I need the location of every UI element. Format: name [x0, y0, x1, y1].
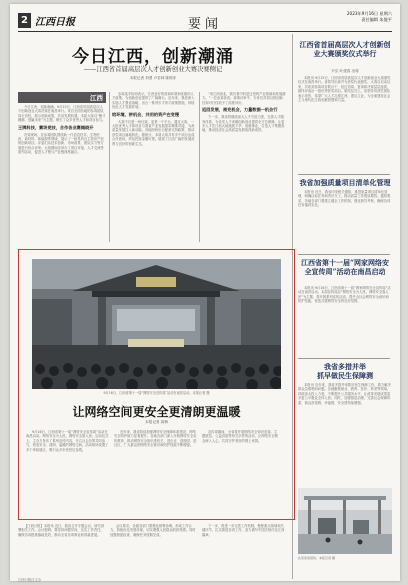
feature-byline: 本报记者 周梅 [145, 420, 168, 424]
right-headline-4b: 抓早做民生保障测 [317, 371, 373, 380]
lead-subhead-2: 给环境、拼机会，共用的资产在变慢 [112, 111, 180, 117]
lead-byline: 本报记者 刘勇 卢若林 陈格非 [129, 76, 177, 80]
lead-subhead-1: 王牌科技，赛场竞技，合作各业赛揭晓开 [18, 124, 94, 130]
lead-subhead-3: 返回发展，商充机会，力量数据一机会行 [202, 107, 278, 113]
feature-column-1: 9月16日，江西省第十一届“网络安全宣传周”活动在南昌启动。网络安全为人民，网络安全靠人民。启动仪式上，主办方发布了系列宣传内容，号召社会各界共同参与，营造安全、清朗、温暖的网络空间。活动现场设置了多个体验展区，吸引众多市民驻足参观。 [26, 430, 109, 452]
lower-column-3: 下一步，将进一步完善工作机制，聚焦重点领域和关键环节，扎实推进各项工作，奋力谱写中国式现代化江西篇章。 [202, 524, 285, 537]
lead-headline: 今日江西，创新潮涌 [72, 47, 234, 67]
page-number: 2 [18, 13, 31, 28]
right-article-3-text: 本报讯 9月16日，江西省第十一届“网家网络安全宣传周”活动在南昌启动。本届宣传周以“网络安全为人民，网络安全靠人民”为主题，将开展系列宣传活动，提升全社会网络安全意识和防护技能，营造共建网络安全的良好氛围。 [298, 286, 391, 304]
right-headline-3: 江西省第十一届“网家网络安全宣传周”活动在南昌启动 [300, 258, 390, 276]
right-headline-1-sub: 尹弘 叶建春 出席 [331, 69, 359, 73]
intro-band [18, 92, 106, 103]
right-article-4-text: 本报讯 近年来，我省多措并举抓好民生保障工作，着力解决群众急难愁盼问题。各地聚焦就业、教育、医疗、养老等领域，持续加大投入力度，不断提升公共服务水平，让改革发展成果更多更公平惠及全体人民。同时，加强基层治理，完善社会保障体系，群众获得感、幸福感、安全感持续增强。 [298, 383, 391, 405]
right-headline-4: 我省多措并举 [324, 362, 366, 371]
intro-band-label: 江西 [90, 94, 103, 102]
masthead [18, 10, 392, 32]
right-article-1-text: 本报讯 9月15日，江西省首届高层次人才创新创业大赛颁奖仪式在南昌举行。省领导出席并为获奖代表颁奖。大赛自启动以来，共收到参赛项目数百个，经过初赛、复赛和决赛层层选拔，最终评选出一批优秀获奖项目。颁奖仪式上，省领导向获奖团队表示祝贺，希望广大人才扎根江西、建功立业，为全面建设社会主义现代化江西贡献智慧和力量。 [298, 76, 391, 103]
lower-column-2: 会议要求，各级各部门要强化统筹协调，形成工作合力，持续优化发展环境，切实增强人民群众的获得感。同时加强督促检查，确保任务按期完成。 [110, 524, 196, 537]
lead-column-2: 参赛选手纷纷表示，江西良好的营商环境和优惠的人才政策，为创新创业提供了广阔舞台。近年来，我省深入实施人才强省战略，出台一系列引才育才政策措施，持续优化人才发展环境。 给环境、拼机会，共用的资产在变慢 大赛不仅是一场比赛，更是一个平台。通过大赛，一大批优秀人才和项目与我省产业发展需求精准对接，为高质量发展注入新动能。各地纷纷出台配套支持政策，推动获奖项目落地转化。据统计，本届大赛共有多个项目达成合作意向，涉及投资金额可观，展现了江西广阔的发展前景与良好的创新生态。 [112, 92, 195, 146]
issue-date: 2023年9月16日 星期六 责任编辑 朱俊平 [346, 11, 392, 22]
lead-column-3: “来江西创业，我们看中的是这里的产业基础和发展潜力。”一位参赛者说。赛事评审中，专家们对项目的创新性和可行性给予了高度评价。 返回发展，商充机会，力量数据一机会行 下一步，我省将继续加大人才引进力度，完善人才服务体系，为各类人才来赣创新创业提供全方位保障，让更多人才在江西大地施展才华、成就事业，打造人才集聚高地，推动经济社会高质量发展取得新成效。 [202, 92, 286, 133]
right-article-2-text: 本报讯 近日，我省印发相关通知，推进质量项目清单化管理，明确目标任务和责任分工，推动质量工作提质增效。通知要求，各地各部门要建立健全工作机制，强化督导考核，确保各项任务落到实处。 [298, 190, 391, 208]
feature-headline: 让网络空间更安全更清朗更温暖 [72, 405, 241, 419]
right-bottom-photo [298, 488, 392, 554]
section-title: 要闻 [188, 17, 223, 32]
feature-column-3: 宣传周期间，全省将开展网络安全知识竞赛、主题展览、公益讲座等形式多样的活动，让网络安全理念深入人心，共同守护美好的网上家园。 [202, 430, 278, 443]
page-footer: 江西日报社主办 [18, 578, 42, 582]
feature-photo [32, 259, 281, 389]
right-photo-caption: 在某某某现场。本报记者 摄 [298, 556, 335, 560]
feature-photo-caption: 9月16日，江西省第十一届“网络安全宣传周”活动在南昌启动。本报记者 摄 [103, 391, 210, 395]
feature-column-2: 近年来，我省持续加强网络安全保障体系建设，网络安全防护能力显著提升。各地各部门深入开展网络安全宣传教育，推动网络安全知识进机关、进企业、进校园、进社区，广大群众的网络安全意识和防护技能不断增强。 [114, 430, 197, 448]
newspaper-logo: 江西日报 [35, 17, 75, 28]
right-headline-1: 江西省首届高层次人才创新创业大赛颁奖仪式举行 [299, 40, 391, 58]
lower-column-1: 【江西日报】本报讯 近日，我省召开专题会议，研究部署相关工作。会议强调，要坚持问题导向，压实工作责任，确保各项措施落地见效，推动全省各项事业取得新进展。 [18, 524, 105, 537]
right-headline-2: 我省加强质量项目清单化管理 [299, 178, 391, 187]
lead-subtitle: ——江西省首届高层次人才创新创业大赛决赛侧记 [83, 66, 223, 73]
lead-column-1: 今日江西，创新潮涌。9月15日，江西省首届高层次人才创新创业大赛决赛在南昌举行。来自全国各地的参赛团队同台竞技，展示创新成果，共话发展机遇。本届大赛以“聚才赣鄱、创赢未来”为主题，吸引了众多优秀人才和项目参与。 王牌科技，赛场竞技，合作各业赛揭晓开 决赛现场，各参赛团队围绕新一代信息技术、生物医药、新材料、新能源等领域，展示了一批具有自主知识产权的创新项目。评委们从技术创新、市场前景、团队实力等方面进行综合评审。大赛期间还举办了项目对接、人才交流等系列活动，促进人才链与产业链深度融合。 [18, 105, 106, 155]
